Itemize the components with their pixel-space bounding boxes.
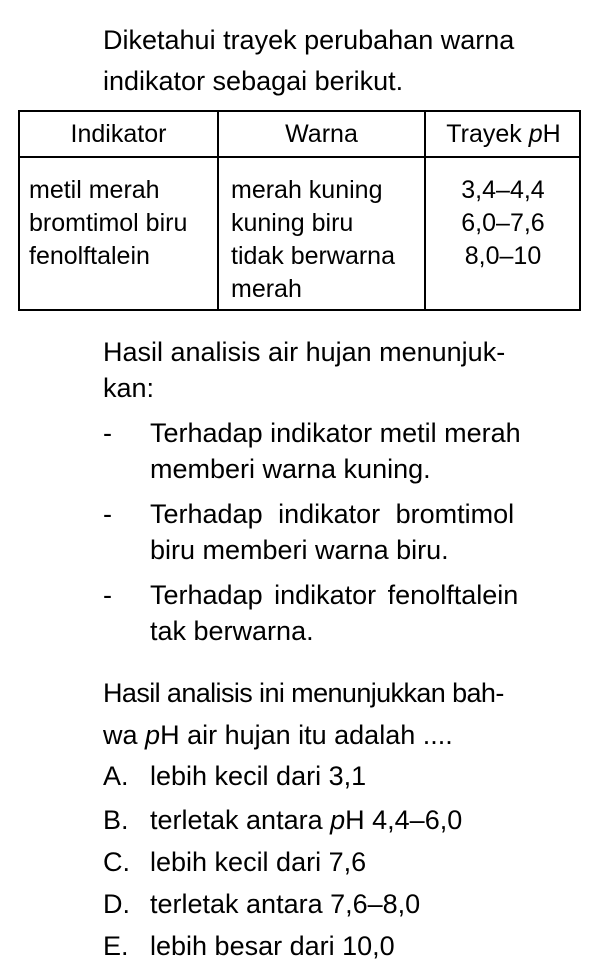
bullet-2-line-2: biru memberi warna biru. (150, 535, 449, 565)
row3-trayek: 8,0–10 (464, 242, 542, 270)
bullet-dash-3: - (103, 580, 112, 610)
question-line-2: wa pH air hujan itu adalah .... (103, 720, 453, 750)
option-e-text: lebih besar dari 10,0 (150, 931, 395, 961)
intro-line-1: Diketahui trayek perubahan warna (103, 25, 515, 55)
row3-warna-cont: merah (231, 275, 302, 303)
header-indikator: Indikator (70, 120, 167, 148)
row2-warna: kuning biru (231, 209, 354, 237)
analysis-line-1: Hasil analisis air hujan menunjuk- (103, 337, 506, 367)
option-e-letter: E. (103, 931, 129, 961)
row2-indikator: bromtimol biru (29, 209, 188, 237)
option-c-text: lebih kecil dari 7,6 (150, 847, 367, 877)
bullet-dash-1: - (103, 418, 112, 448)
bullet-1-line-2: memberi warna kuning. (150, 454, 431, 484)
bullet-3-line-2: tak berwarna. (150, 616, 314, 646)
row1-indikator: metil merah (29, 176, 160, 204)
option-c-letter: C. (103, 847, 130, 877)
bullet-2-line-1: Terhadap indikator bromtimol (150, 499, 515, 529)
row3-indikator: fenolftalein (29, 242, 150, 270)
bullet-3-line-1: Terhadap indikator fenolftalein (150, 580, 519, 610)
option-d-letter: D. (103, 889, 130, 919)
row1-trayek: 3,4–4,4 (461, 176, 545, 204)
question-line-1: Hasil analisis ini menunjukkan bah- (103, 678, 504, 708)
option-d-text: terletak antara 7,6–8,0 (150, 889, 421, 919)
row1-warna: merah kuning (231, 176, 383, 204)
bullet-dash-2: - (103, 499, 112, 529)
intro-line-2: indikator sebagai berikut. (103, 66, 404, 96)
row3-warna: tidak berwarna (231, 242, 395, 270)
option-b-text: terletak antara pH 4,4–6,0 (150, 805, 463, 835)
option-a-text: lebih kecil dari 3,1 (150, 761, 367, 791)
bullet-1-line-1: Terhadap indikator metil merah (150, 418, 521, 448)
header-trayek: Trayek pH (446, 120, 561, 148)
indicator-table (18, 110, 581, 311)
row2-trayek: 6,0–7,6 (461, 209, 545, 237)
table-header-divider (20, 156, 579, 158)
option-b-letter: B. (103, 805, 129, 835)
option-a-letter: A. (103, 761, 129, 791)
analysis-line-2: kan: (103, 373, 155, 403)
header-warna: Warna (285, 120, 358, 148)
